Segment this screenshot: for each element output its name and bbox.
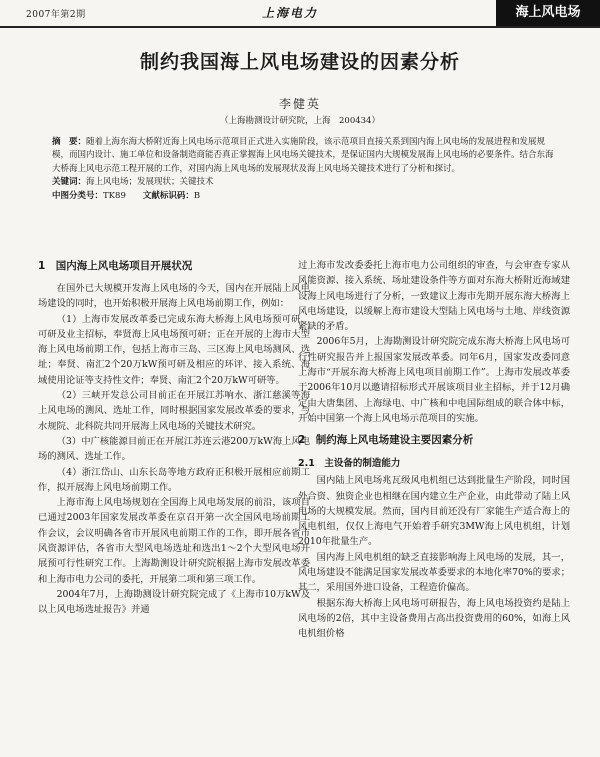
section-2-heading: 2 制约海上风电场建设主要因素分析 <box>298 434 474 447</box>
keywords-text: 海上风电场；发展现状；关键技术 <box>86 177 214 188</box>
section-banner: 海上风电场 <box>496 0 600 26</box>
right-column <box>298 258 570 642</box>
abstract-text: 随着上海东海大桥附近海上风电场示范项目正式进入实施阶段，该示范项目直接关系到国内海上风电场的发展进程和发展规模，而国内设计、施工单位和设备制造商能否真正掌握海上风电场关键技术，是保证国内大规模发展海上风电场的必要条件。结合东海大桥海上风电示范工程开展的工作，对国内海上风电场的发展现状及海上风电场关键技术进行了分析和探讨。 <box>52 137 554 174</box>
author-affiliation: （上海勘测设计研究院，上海 200434） <box>220 116 380 126</box>
paragraph: 根据东海大桥海上风电场可研报告，海上风电场投资约是陆上风电场的2倍，其中主设备费用占高出投资费用的60%，如海上风电机组价格 <box>298 597 570 640</box>
paragraph: （2）三峡开发总公司目前正在开展江苏响水、浙江慈溪等海上风电场的测风、选址工作，同时根据国家发展改革委的要求，与水规院、北科院共同开展海上风电场的关键技术研究。 <box>38 390 310 432</box>
paragraph: 在国外已大规模开发海上风电场的今天，国内在开展陆上风电场建设的同时，也开始积极开展海上风电场前期工作，例如： <box>38 283 310 310</box>
paragraph: 过上海市发改委委托上海市电力公司组织的审查，与会审查专家从风能资源、接入系统、场址建设条件等方面对东海大桥附近海域建设海上风电场进行了分析，一致建议上海市先期开展东海大桥海上风电场建设，以缓解上海市建设大型陆上风电场与土地、岸线资源紧缺的矛盾。 <box>298 260 570 333</box>
classification-row <box>52 190 560 203</box>
page-header <box>0 0 600 28</box>
paragraph: （3）中广核能源目前正在开展江苏连云港200万kW海上风电场的测风、选址工作。 <box>38 435 310 463</box>
paragraph: （1）上海市发展改革委已完成东海大桥海上风电场预可研、可研及业主招标，奉贤海上风电场预可研；正在开展的上海市大型海上风电场前期工作，包括上海市三岛、三区海上风电场测风、选址；奉贤、南汇2个20万kW预可研及相应的环评、接入系统、海域使用论证等支持性文件；奉贤、南汇2个20万kW可研等。 <box>38 313 310 386</box>
paragraph: 上海市海上风电场规划在全国海上风电场发展的前沿，该项目已通过2003年国家发展改革委在京召开第一次全国风电场前期工作会议，会议明确各省市开展风电前期工作的工作，即开展各省市风资源评估，各省市大型风电场选址和选出1～2个大型风电场开展预可行性研究工作。上海勘测设计研究院根据上海市发展改革委和上海市电力公司的委托，开展第二项和第三项工作。 <box>38 497 310 585</box>
doc-code-label: 文献标识码： <box>142 190 194 201</box>
clc-value: TK89 <box>103 190 126 201</box>
paragraph: 2004年7月，上海勘测设计研究院完成了《上海市10万kW及以上风电场选址报告》并通 <box>38 588 310 616</box>
keywords-row <box>52 176 560 189</box>
abstract-block <box>52 136 560 203</box>
article-title: 制约我国海上风电场建设的因素分析 <box>139 51 460 73</box>
paragraph: 国内陆上风电场兆瓦级风电机组已达到批量生产阶段，同时国外合资、独资企业也相继在国内建立生产企业，由此带动了陆上风电场的大规模发展。然而，国内目前还没有厂家能生产适合海上的风电机组，仅仅上海电气开始着手研究3MW海上风电机组，计划2010年批量生产。 <box>298 475 570 548</box>
abstract-label: 摘 要： <box>52 137 87 147</box>
paragraph: 2006年5月，上海勘测设计研究院完成东海大桥海上风电场可行性研究报告并上报国家发展改革委。同年6月，国家发改委同意上海市“开展东海大桥海上风电项目前期工作”。上海市发展改革委于2006年10月以邀请招标形式开展该项目业主招标，并于12月确定由大唐集团、上海绿电、中广核和中电国际组成的联合体中标，开始中国第一个海上风电场示范项目的实施。 <box>298 336 570 424</box>
keywords-label: 关键词： <box>52 177 87 188</box>
doc-code-value: B <box>193 190 201 201</box>
issue-label: 2007年第2期 <box>26 10 86 20</box>
section-1-heading: 1 国内海上风电场项目开展状况 <box>38 260 193 272</box>
paragraph: （4）浙江岱山、山东长岛等地方政府正积极开展相应前期工作，拟开展海上风电场前期工作。 <box>38 466 310 493</box>
clc-label: 中图分类号： <box>52 190 104 201</box>
paragraph: 国内海上风电机组的缺乏直接影响海上风电场的发展，其一，风电场建设不能满足国家发展改革委要求的本地化率70%的要求；其二，采用国外进口设备，工程造价偏高。 <box>298 551 570 594</box>
subsection-2-1-heading: 2.1 主设备的制造能力 <box>298 458 401 470</box>
journal-name: 上海电力 <box>262 6 319 20</box>
author-name: 李健英 <box>278 97 321 111</box>
left-column <box>38 258 310 618</box>
abstract <box>52 136 560 176</box>
